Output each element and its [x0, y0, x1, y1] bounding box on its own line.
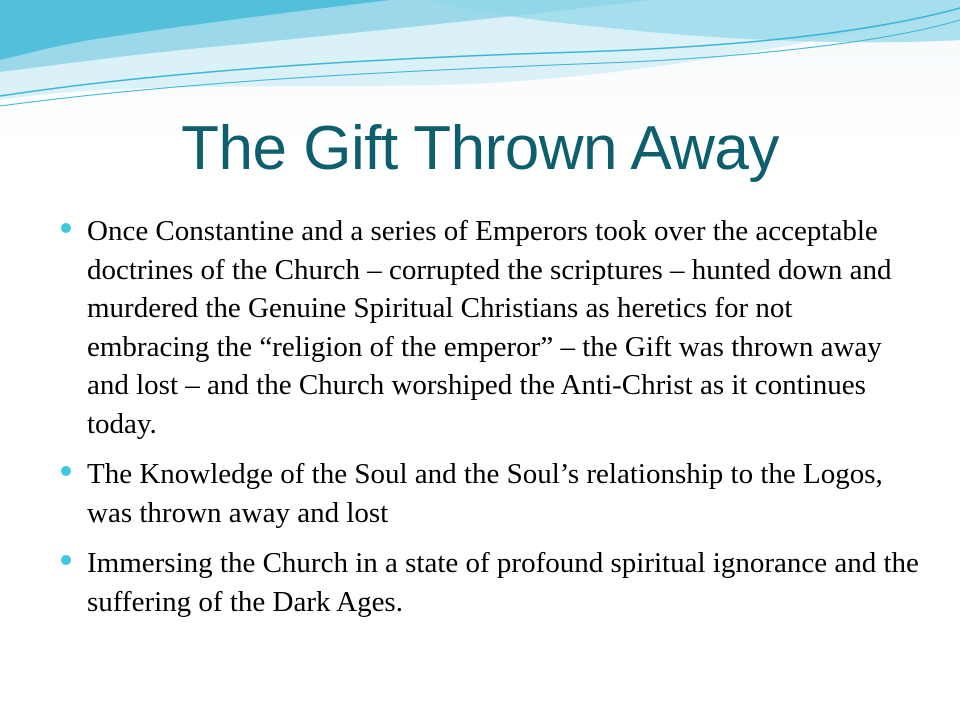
bullet-item	[60, 212, 920, 443]
bullet-text: Once Constantine and a series of Emperors took over the acceptable doctrines of the Church – corrupted the scriptures – hunted down and murdered the Genuine Spiritual Christians as heretics for not embracing the “religion of the emperor” – the Gift was thrown away and lost – and the Church worshiped the Anti-Christ as it continues today.	[87, 215, 892, 440]
bullet-dot-icon	[61, 466, 71, 476]
bullet-item	[60, 544, 920, 621]
bullet-dot-icon	[61, 555, 71, 565]
wave-header-decoration	[0, 0, 960, 120]
bullet-item	[60, 455, 920, 532]
bullet-text: The Knowledge of the Soul and the Soul’s relationship to the Logos, was thrown away and lost	[87, 458, 883, 529]
bullet-dot-icon	[61, 223, 71, 233]
bullet-list	[60, 212, 920, 633]
bullet-text: Immersing the Church in a state of profound spiritual ignorance and the suffering of the Dark Ages.	[87, 547, 919, 618]
slide-title: The Gift Thrown Away	[181, 114, 779, 183]
